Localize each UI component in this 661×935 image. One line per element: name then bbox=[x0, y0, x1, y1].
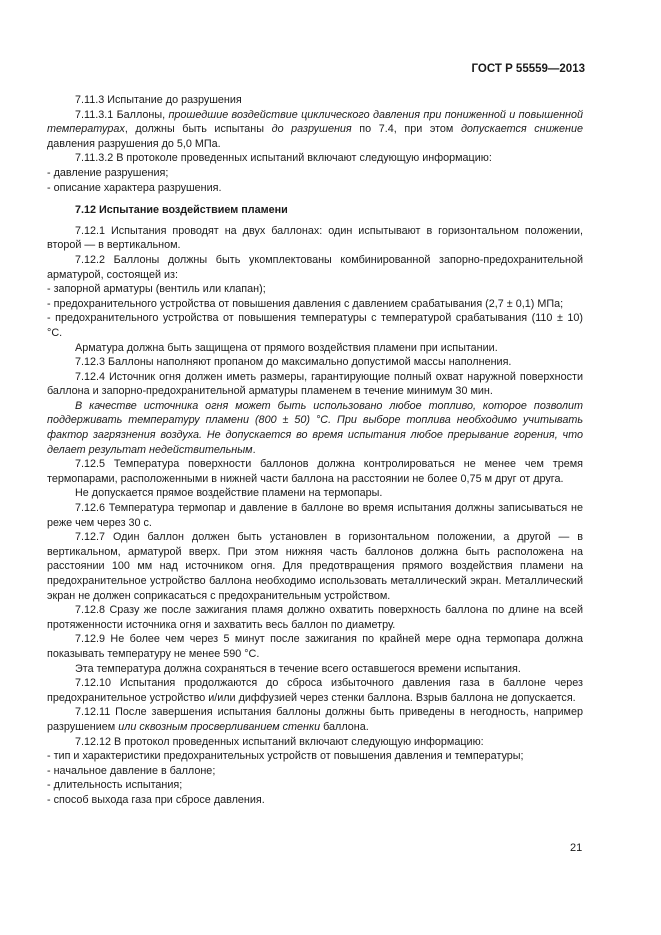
paragraph-7-12-9-b: Эта температура должна сохраняться в течение всего оставшегося времени испытания. bbox=[75, 662, 521, 675]
paragraph-7-12-8: 7.12.8 Сразу же после зажигания пламя должно охватить поверхность баллона по длине на всей протяженности источника огня и захватить весь баллон по диаметру. bbox=[47, 604, 583, 631]
paragraph-7-12-11: 7.12.11 После завершения испытания баллоны должны быть приведены в негодность, например разрушением или сквозным просверливанием стенки баллона. bbox=[47, 706, 583, 733]
paragraph-7-12-12: 7.12.12 В протокол проведенных испытаний включают следующую информацию: bbox=[75, 735, 484, 748]
note-fire-source: В качестве источника огня может быть использовано любое топливо, которое позволит поддерживать температуру пламени (800 ± 50) °С. При выборе топлива необходимо учитывать фактор загрязнения воздуха. Не допускается во время испытания любое прерывание горения, что делает результат недействительным. bbox=[47, 399, 583, 456]
paragraph-7-12-6: 7.12.6 Температура термопар и давление в баллоне во время испытания должны записываться не реже чем через 30 с. bbox=[47, 502, 583, 529]
page-number: 21 bbox=[570, 842, 583, 854]
section-heading-7-12: 7.12 Испытание воздействием пламени bbox=[75, 204, 288, 217]
paragraph-armatura: Арматура должна быть защищена от прямого воздействия пламени при испытании. bbox=[75, 341, 498, 354]
paragraph-7-11-3-1: 7.11.3.1 Баллоны, прошедшие воздействие циклического давления при пониженной и повышенной температурах, должны быть испытаны до разрушения по 7.4, при этом допускается снижение давления разрушения до 5,0 МПа. bbox=[47, 108, 583, 150]
paragraph-7-12-10: 7.12.10 Испытания продолжаются до сброса избыточного давления газа в баллоне через предохранительное устройство и/или диффузией через стенки баллона. Взрыв баллона не допускается. bbox=[47, 677, 583, 704]
paragraph-7-12-2: 7.12.2 Баллоны должны быть укомплектованы комбинированной запорно-предохранительной арматурой, состоящей из: bbox=[47, 253, 583, 281]
paragraph-7-12-5: 7.12.5 Температура поверхности баллонов должна контролироваться не менее чем тремя термопарами, расположенными в нижней части баллона на расстоянии не более 0,75 м друг от друга. bbox=[47, 458, 583, 485]
paragraph-7-11-3-2: 7.11.3.2 В протоколе проведенных испытаний включают следующую информацию: bbox=[75, 152, 492, 165]
list-item: - предохранительного устройства от повышения давления с давлением срабатывания (2,7 ± 0,1) МПа; bbox=[47, 297, 564, 310]
list-item: - запорной арматуры (вентиль или клапан); bbox=[47, 283, 266, 296]
standard-number-header: ГОСТ Р 55559—2013 bbox=[471, 63, 585, 75]
paragraph-7-12-3: 7.12.3 Баллоны наполняют пропаном до максимально допустимой массы наполнения. bbox=[75, 356, 512, 369]
list-item: - длительность испытания; bbox=[47, 779, 183, 792]
paragraph-7-12-5-b: Не допускается прямое воздействие пламени на термопары. bbox=[75, 487, 383, 500]
paragraph-7-11-3: 7.11.3 Испытание до разрушения bbox=[75, 94, 242, 106]
list-item: - предохранительного устройства от повышения температуры с температурой срабатывания (110 ± 10) °С. bbox=[47, 312, 583, 339]
list-item: - начальное давление в баллоне; bbox=[47, 764, 216, 777]
list-item: - описание характера разрушения. bbox=[47, 181, 222, 194]
paragraph-7-12-4: 7.12.4 Источник огня должен иметь размеры, гарантирующие полный охват наружной поверхности баллона и запорно-предохранительной арматуры пламенем в течение минимум 30 мин. bbox=[47, 370, 583, 398]
list-item: - способ выхода газа при сбросе давления. bbox=[47, 793, 265, 806]
document-body bbox=[47, 93, 583, 808]
list-item: - давление разрушения; bbox=[47, 166, 169, 179]
paragraph-7-12-9: 7.12.9 Не более чем через 5 минут после зажигания по крайней мере одна термопара должна показывать температуру не менее 590 °С. bbox=[47, 633, 583, 660]
list-item: - тип и характеристики предохранительных устройств от повышения давления и температуры; bbox=[47, 750, 524, 763]
paragraph-7-12-7: 7.12.7 Один баллон должен быть установлен в горизонтальном положении, а другой — в вертикальном, арматурой вверх. При этом нижняя часть баллонов должна быть расположена на расстоянии 100 мм над источником огня. Для предотвращения прямого воздействия пламени на предохранительное устройство баллона необходимо использовать металлический экран. Металлический экран не должен соприкасаться с предохранительным устройством. bbox=[47, 531, 583, 602]
paragraph-7-12-1: 7.12.1 Испытания проводят на двух баллонах: один испытывают в горизонтальном положении, второй — в вертикальном. bbox=[47, 224, 583, 252]
